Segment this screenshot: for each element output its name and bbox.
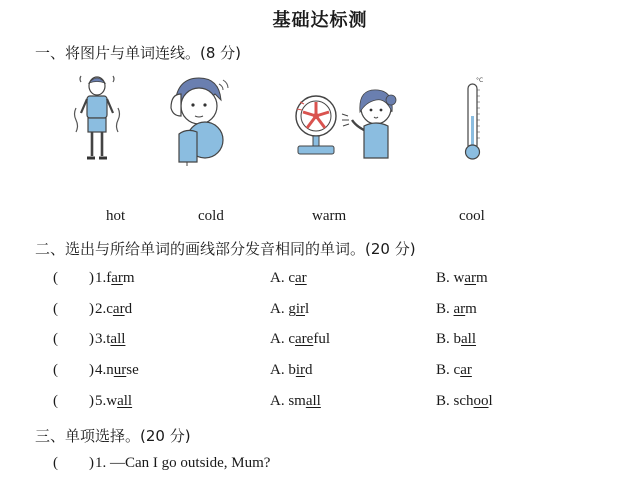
section3-heading: 三、单项选择。(20 分) bbox=[35, 427, 191, 445]
answer-paren-close: ) bbox=[89, 331, 94, 347]
question-word: 2.card bbox=[95, 301, 133, 317]
section2-heading: 二、选出与所给单词的画线部分发音相同的单词。(20 分) bbox=[35, 240, 416, 258]
word-warm: warm bbox=[312, 208, 347, 224]
word-hot: hot bbox=[106, 208, 126, 224]
option-a[interactable]: A. small bbox=[270, 393, 321, 409]
question-word: 5.wall bbox=[95, 393, 133, 409]
answer-paren-close: ) bbox=[89, 270, 94, 286]
section1-heading: 一、将图片与单词连线。(8 分) bbox=[35, 44, 242, 62]
option-b[interactable]: B. car bbox=[436, 362, 472, 378]
word-cold: cold bbox=[198, 208, 224, 224]
answer-paren-close: ) bbox=[89, 362, 94, 378]
svg-text:°C: °C bbox=[476, 77, 484, 84]
option-b[interactable]: B. school bbox=[436, 393, 493, 409]
answer-paren-open[interactable]: ( bbox=[53, 362, 58, 378]
page-title: 基础达标测 bbox=[272, 10, 368, 31]
word-cool: cool bbox=[459, 208, 485, 224]
answer-paren-close: ) bbox=[89, 393, 94, 409]
question-word: 4.nurse bbox=[95, 362, 139, 378]
option-b[interactable]: B. warm bbox=[436, 270, 488, 286]
answer-paren-open[interactable]: ( bbox=[53, 301, 58, 317]
option-b[interactable]: B. ball bbox=[436, 331, 477, 347]
girl-with-fan-icon bbox=[292, 86, 402, 161]
option-a[interactable]: A. girl bbox=[270, 301, 310, 317]
option-a[interactable]: A. car bbox=[270, 270, 307, 286]
question-word: 3.tall bbox=[95, 331, 126, 347]
option-a[interactable]: A. bird bbox=[270, 362, 313, 378]
answer-paren-open[interactable]: ( bbox=[53, 270, 58, 286]
hot-boy-icon bbox=[72, 72, 122, 167]
cold-boy-icon bbox=[165, 76, 230, 166]
answer-paren-open[interactable]: ( bbox=[53, 455, 58, 471]
option-a[interactable]: A. careful bbox=[270, 331, 330, 347]
answer-paren-close: ) bbox=[89, 455, 94, 471]
question-word: 1.farm bbox=[95, 270, 135, 286]
answer-paren-open[interactable]: ( bbox=[53, 331, 58, 347]
option-b[interactable]: B. arm bbox=[436, 301, 477, 317]
question-text: 1. —Can I go outside, Mum? bbox=[95, 455, 271, 471]
answer-paren-open[interactable]: ( bbox=[53, 393, 58, 409]
thermometer-icon bbox=[460, 76, 490, 162]
answer-paren-close: ) bbox=[89, 301, 94, 317]
